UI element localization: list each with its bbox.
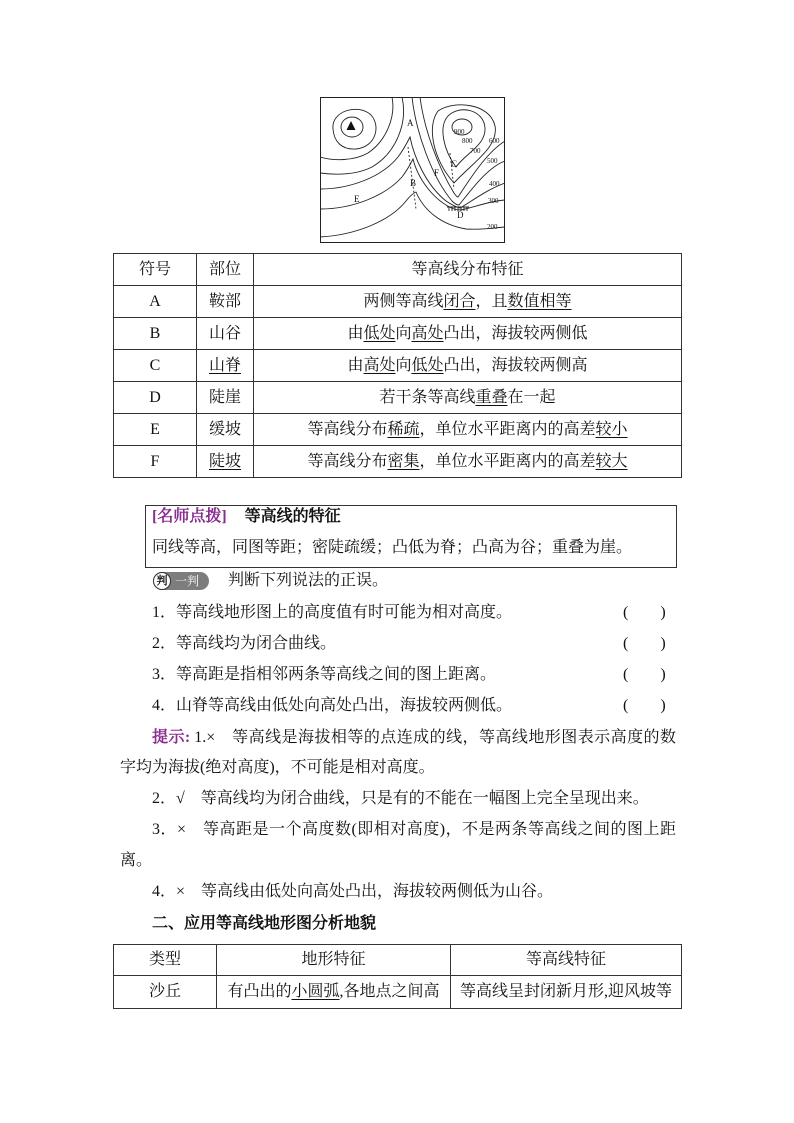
- header-type: 类型: [114, 945, 217, 976]
- underlined-segment: 重叠: [475, 388, 508, 406]
- underlined-segment: 密集: [387, 452, 420, 470]
- judge-instruction: 判断下列说法的正误。: [228, 572, 389, 589]
- cell-part: 山谷: [197, 318, 254, 350]
- tip-heading: [152, 507, 341, 527]
- cell-feature: [254, 350, 682, 382]
- table-row: [114, 318, 682, 350]
- text-segment: 凸出，海拔较两侧低: [443, 324, 588, 342]
- underlined-segment: 数值相等: [507, 292, 572, 310]
- underlined-segment: 高处: [363, 356, 396, 374]
- text-segment: 有凸出的: [227, 983, 292, 1000]
- elevation-label: 200: [487, 223, 498, 231]
- table-row: [114, 350, 682, 382]
- cell-feature: [254, 318, 682, 350]
- text-segment: ,各地点之间高: [339, 983, 440, 1000]
- header-terrain: 地形特征: [217, 945, 451, 976]
- underlined-segment: 较大: [595, 452, 628, 470]
- cell-part: 鞍部: [197, 286, 254, 318]
- badge-label: 一判: [175, 574, 200, 588]
- hint-3-line-2: 离。: [120, 852, 153, 869]
- header-feature: 等高线分布特征: [254, 254, 682, 286]
- elevation-label: 600: [489, 137, 500, 145]
- tip-tag: [名师点拨]: [152, 508, 227, 525]
- hint-label: 提示:: [152, 729, 191, 746]
- text-segment: ，且: [475, 292, 508, 310]
- badge-circle: 判: [153, 572, 171, 590]
- elevation-label: 500: [487, 157, 498, 165]
- map-label-c: C: [451, 159, 458, 169]
- map-label-d: D: [457, 210, 464, 220]
- table-header-row: [114, 254, 682, 286]
- header-contour: 等高线特征: [451, 945, 682, 976]
- contour-map: [320, 97, 505, 243]
- tip-title: 等高线的特征: [244, 508, 341, 525]
- header-part: 部位: [197, 254, 254, 286]
- underlined-segment: 稀疏: [387, 420, 420, 438]
- cell-feature: [254, 414, 682, 446]
- answer-blank: ( ): [623, 604, 666, 621]
- underlined-segment: 较小: [595, 420, 628, 438]
- elevation-label: 700: [470, 147, 481, 155]
- landform-table: [113, 944, 682, 1009]
- underlined-segment: 陡坡: [208, 452, 241, 470]
- cell-feature: [254, 382, 682, 414]
- hint-1-line-1: [152, 728, 676, 748]
- elevation-label: 300: [488, 197, 499, 205]
- text-segment: ，单位水平距离内的高差: [419, 420, 596, 438]
- cell-symbol: E: [114, 414, 197, 446]
- text-segment: 向: [395, 356, 412, 374]
- cell-terrain: [217, 976, 451, 1009]
- hint-text: 1.× 等高线是海拔相等的点连成的线，等高线地形图表示高度的数: [194, 729, 676, 746]
- answer-blank: ( ): [623, 635, 666, 652]
- underlined-segment: 高处: [411, 324, 444, 342]
- hint-2: 2．√ 等高线均为闭合曲线，只是有的不能在一幅图上完全呈现出来。: [152, 790, 649, 807]
- map-label-b: B: [410, 178, 417, 188]
- section-heading: 二、应用等高线地形图分析地貌: [152, 915, 377, 932]
- table-header-row: [114, 945, 682, 976]
- text-segment: 若干条等高线: [379, 388, 476, 406]
- text-segment: ，单位水平距离内的高差: [419, 452, 596, 470]
- answer-blank: ( ): [623, 666, 666, 683]
- underlined-segment: 闭合: [443, 292, 476, 310]
- map-label-f: F: [434, 168, 440, 178]
- table-row: [114, 414, 682, 446]
- cell-part: 缓坡: [197, 414, 254, 446]
- table-row: [114, 286, 682, 318]
- cell-contour: 等高线呈封闭新月形,迎风坡等: [451, 976, 682, 1009]
- tip-body: 同线等高，同图等距；密陡疏缓；凸低为脊；凸高为谷；重叠为崖。: [152, 539, 633, 556]
- header-symbol: 符号: [114, 254, 197, 286]
- underlined-segment: 小圆弧: [291, 983, 340, 1000]
- answer-blank: ( ): [623, 697, 666, 714]
- text-segment: 由: [347, 324, 364, 342]
- text-segment: 由: [347, 356, 364, 374]
- teacher-tip-box: [145, 505, 677, 568]
- cell-symbol: A: [114, 286, 197, 318]
- cell-part: [197, 446, 254, 478]
- map-label-a: A: [407, 118, 414, 128]
- cell-symbol: D: [114, 382, 197, 414]
- judge-item-4: 4．山脊等高线由低处向高处凸出，海拔较两侧低。: [152, 697, 513, 714]
- judge-item-1: 1．等高线地形图上的高度值有时可能为相对高度。: [152, 604, 513, 621]
- table-row: [114, 446, 682, 478]
- text-segment: 等高线分布: [307, 452, 388, 470]
- text-segment: 等高线分布: [307, 420, 388, 438]
- text-segment: 凸出，海拔较两侧高: [443, 356, 588, 374]
- text-segment: 在一起: [507, 388, 556, 406]
- underlined-segment: 低处: [363, 324, 396, 342]
- elevation-label: 800: [462, 137, 473, 145]
- hint-1-line-2: 字均为海拔(绝对高度)，不可能是相对高度。: [120, 759, 435, 776]
- cell-type: 沙丘: [114, 976, 217, 1009]
- cell-part: [197, 350, 254, 382]
- elevation-label: 900: [454, 128, 465, 136]
- underlined-segment: 山脊: [208, 356, 241, 374]
- text-segment: 向: [395, 324, 412, 342]
- cell-symbol: C: [114, 350, 197, 382]
- cell-symbol: B: [114, 318, 197, 350]
- hint-3-line-1: 3．× 等高距是一个高度数(即相对高度)，不是两条等高线之间的图上距: [152, 821, 676, 838]
- cell-feature: [254, 286, 682, 318]
- judge-item-3: 3．等高距是指相邻两条等高线之间的图上距离。: [152, 666, 497, 683]
- text-segment: 两侧等高线: [363, 292, 444, 310]
- table-row: [114, 976, 682, 1009]
- judge-badge-icon: [153, 572, 209, 590]
- cell-feature: [254, 446, 682, 478]
- elevation-label: 400: [489, 180, 500, 188]
- cell-part: 陡崖: [197, 382, 254, 414]
- cell-symbol: F: [114, 446, 197, 478]
- judge-item-2: 2．等高线均为闭合曲线。: [152, 635, 337, 652]
- map-label-e: E: [354, 194, 360, 204]
- hint-4: 4．× 等高线由低处向高处凸出，海拔较两侧低为山谷。: [152, 883, 554, 900]
- table-row: [114, 382, 682, 414]
- underlined-segment: 低处: [411, 356, 444, 374]
- contour-features-table: [113, 253, 682, 478]
